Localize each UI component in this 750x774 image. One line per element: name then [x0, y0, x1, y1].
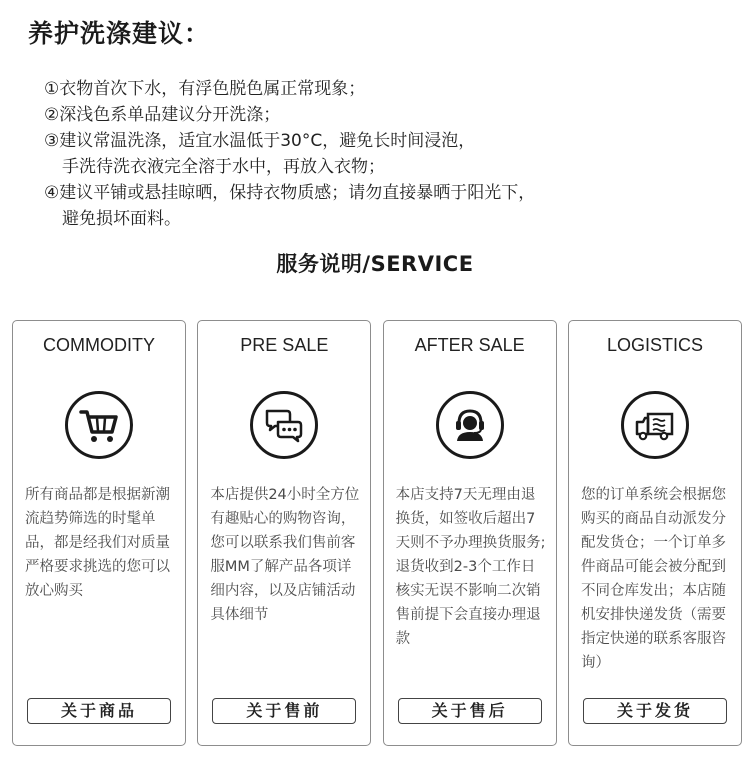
about-pre-sale-button[interactable]: 关于售前 [212, 698, 356, 724]
card-description: 您的订单系统会根据您购买的商品自动派发分配发货仓；一个订单多件商品可能会被分配到不同仓库发出；本店随机安排快递发货（需要指定快递的联系客服咨询） [580, 487, 726, 671]
pre-sale-card [197, 320, 371, 746]
care-line: ④建议平铺或悬挂晾晒，保持衣物质感；请勿直接暴晒于阳光下， [44, 183, 536, 203]
shopping-cart-icon [65, 391, 133, 459]
about-after-sale-button[interactable]: 关于售后 [398, 698, 542, 724]
headset-agent-icon [436, 391, 504, 459]
card-description: 本店支持7天无理由退换货，如签收后超出7天则不予办理换货服务;退货收到2-3个工作日核实无误不影响二次销售前提下会直接办理退款 [395, 487, 546, 647]
about-logistics-button[interactable]: 关于发货 [583, 698, 727, 724]
service-heading: 服务说明/SERVICE [276, 252, 474, 276]
care-line: ①衣物首次下水，有浮色脱色属正常现象； [44, 79, 366, 99]
delivery-truck-icon [621, 391, 689, 459]
care-line: ②深浅色系单品建议分开洗涤； [44, 105, 281, 125]
card-title: LOGISTICS [606, 335, 703, 355]
care-line: 手洗待洗衣液完全溶于水中，再放入衣物； [62, 157, 385, 177]
about-commodity-button[interactable]: 关于商品 [27, 698, 171, 724]
chat-bubbles-icon [250, 391, 318, 459]
care-line: ③建议常温洗涤，适宜水温低于30°C，避免长时间浸泡， [44, 131, 476, 151]
card-title: PRE SALE [240, 335, 329, 355]
card-title: AFTER SALE [414, 335, 525, 355]
commodity-card [12, 320, 186, 746]
after-sale-card [383, 320, 557, 746]
care-instructions [44, 76, 535, 232]
service-cards [12, 320, 742, 746]
card-description: 所有商品都是根据新潮流趋势筛选的时髦单品，都是经我们对质量严格要求挑选的您可以放心购买 [25, 487, 170, 599]
care-line: 避免损坏面料。 [62, 209, 181, 229]
care-title: 养护洗涤建议： [28, 19, 211, 48]
card-title: COMMODITY [43, 335, 155, 355]
logistics-card [568, 320, 742, 746]
card-description: 本店提供24小时全方位有趣贴心的购物咨询，您可以联系我们售前客服MM了解产品各项详细内容，以及店铺活动具体细节 [210, 487, 360, 623]
